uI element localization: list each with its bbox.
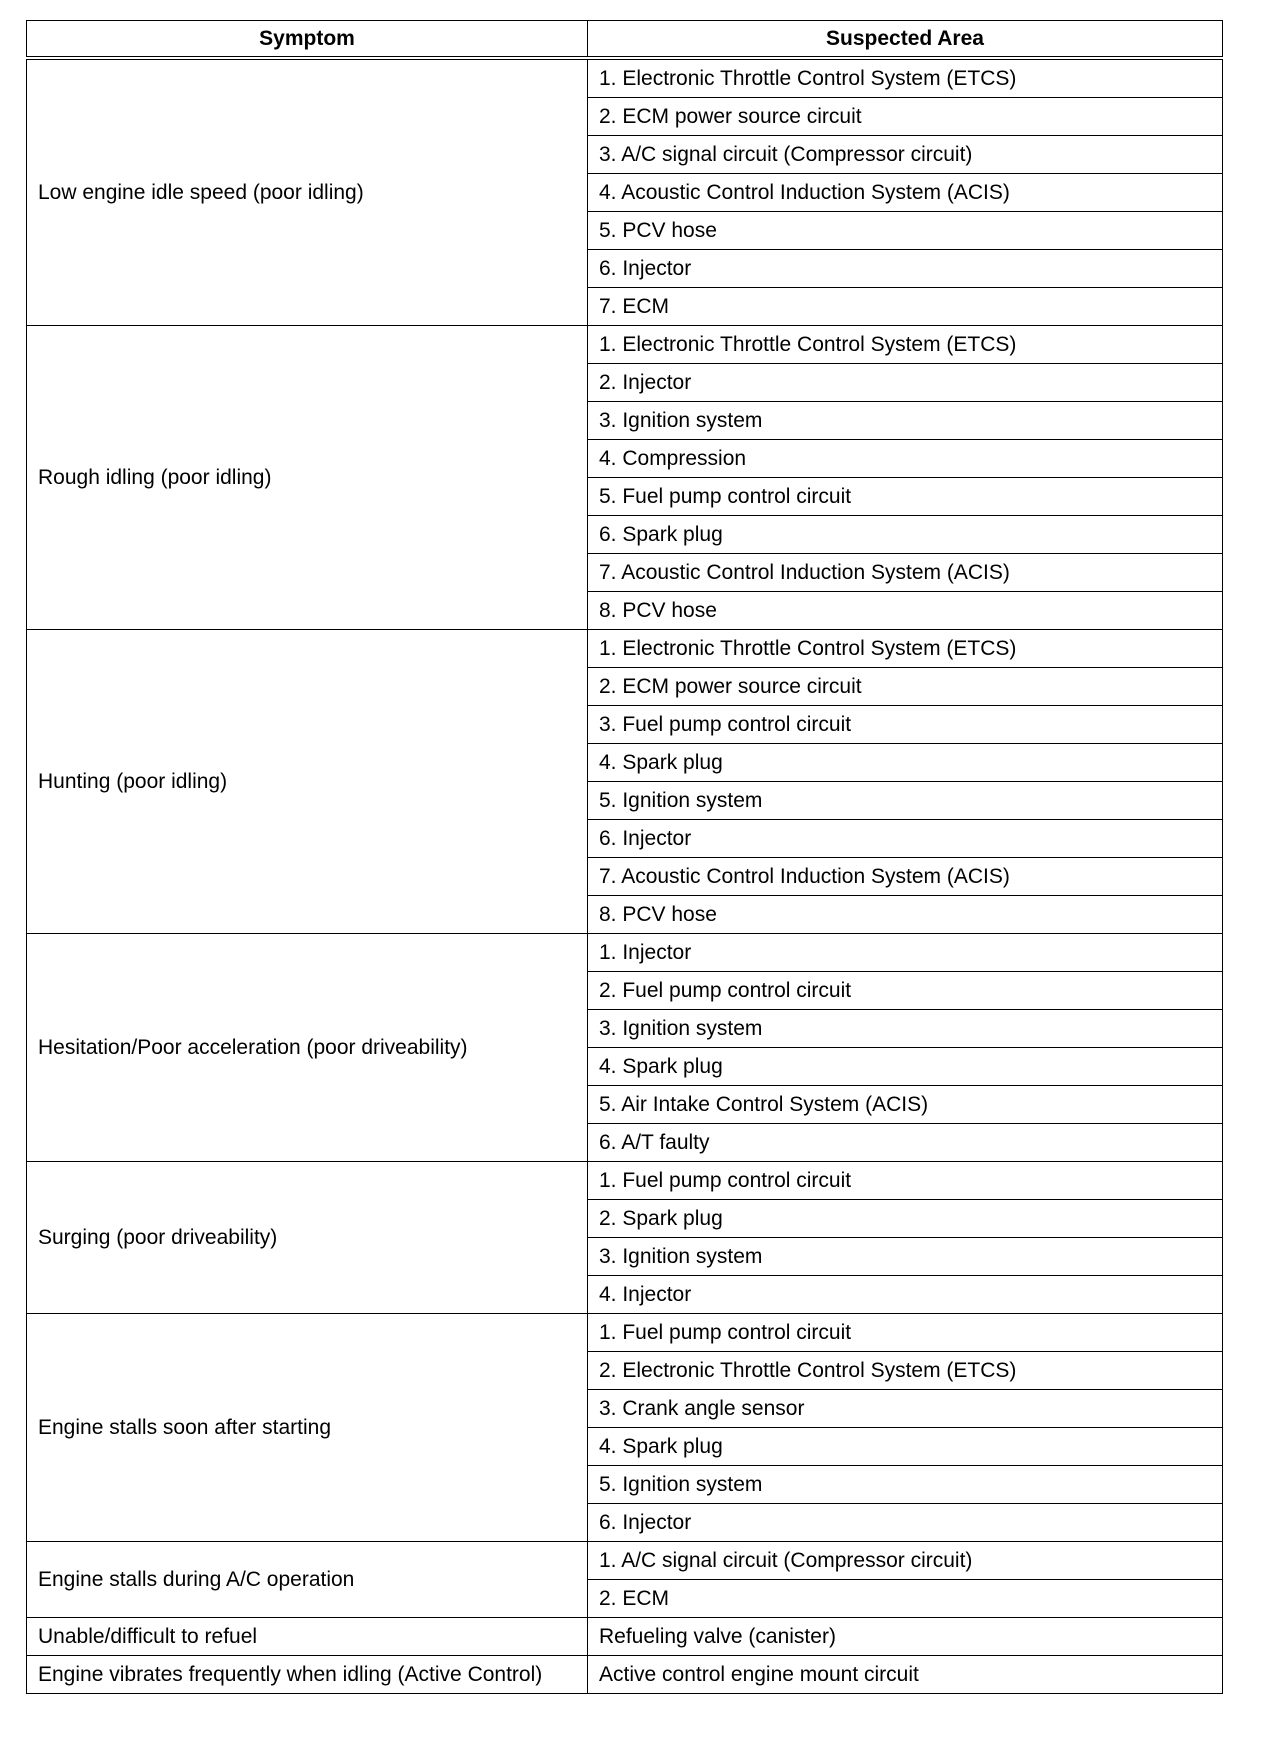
suspected-area-cell: 2. ECM — [588, 1580, 1223, 1618]
suspected-area-cell: 3. Ignition system — [588, 1238, 1223, 1276]
suspected-area-cell: 3. Fuel pump control circuit — [588, 706, 1223, 744]
suspected-area-cell: 4. Compression — [588, 440, 1223, 478]
suspected-area-cell: 2. ECM power source circuit — [588, 98, 1223, 136]
table-row — [27, 1656, 1223, 1694]
suspected-area-cell: 3. Crank angle sensor — [588, 1390, 1223, 1428]
suspected-area-cell: 4. Injector — [588, 1276, 1223, 1314]
suspected-area-cell: 6. Injector — [588, 1504, 1223, 1542]
symptom-cell: Unable/difficult to refuel — [27, 1618, 588, 1656]
suspected-area-cell: 1. Fuel pump control circuit — [588, 1314, 1223, 1352]
suspected-area-cell: 1. A/C signal circuit (Compressor circuit) — [588, 1542, 1223, 1580]
suspected-area-cell: 1. Electronic Throttle Control System (ETCS) — [588, 630, 1223, 668]
suspected-area-cell: 4. Spark plug — [588, 744, 1223, 782]
suspected-area-cell: 2. Spark plug — [588, 1200, 1223, 1238]
suspected-area-cell: 5. PCV hose — [588, 212, 1223, 250]
table-row — [27, 1542, 1223, 1580]
table-row — [27, 934, 1223, 972]
suspected-area-cell: 5. Fuel pump control circuit — [588, 478, 1223, 516]
table-row — [27, 1618, 1223, 1656]
symptom-table — [26, 20, 1223, 1694]
suspected-area-cell: 7. Acoustic Control Induction System (ACIS) — [588, 554, 1223, 592]
table-row — [27, 58, 1223, 98]
suspected-area-cell: 7. Acoustic Control Induction System (ACIS) — [588, 858, 1223, 896]
table-row — [27, 1314, 1223, 1352]
suspected-area-cell: 3. Ignition system — [588, 1010, 1223, 1048]
suspected-area-cell: 1. Electronic Throttle Control System (ETCS) — [588, 58, 1223, 98]
suspected-area-cell: 4. Spark plug — [588, 1048, 1223, 1086]
symptom-cell: Hesitation/Poor acceleration (poor driveability) — [27, 934, 588, 1162]
suspected-area-cell: 1. Injector — [588, 934, 1223, 972]
table-body — [27, 58, 1223, 1694]
table-row — [27, 326, 1223, 364]
suspected-area-cell: 2. Electronic Throttle Control System (ETCS) — [588, 1352, 1223, 1390]
suspected-area-cell: 5. Ignition system — [588, 1466, 1223, 1504]
symptom-cell: Engine vibrates frequently when idling (Active Control) — [27, 1656, 588, 1694]
table-row — [27, 630, 1223, 668]
symptom-cell: Rough idling (poor idling) — [27, 326, 588, 630]
suspected-area-cell: 7. ECM — [588, 288, 1223, 326]
suspected-area-cell: Refueling valve (canister) — [588, 1618, 1223, 1656]
suspected-area-cell: 4. Spark plug — [588, 1428, 1223, 1466]
suspected-area-cell: 5. Ignition system — [588, 782, 1223, 820]
suspected-area-cell: 3. A/C signal circuit (Compressor circuit) — [588, 136, 1223, 174]
symptom-cell: Engine stalls during A/C operation — [27, 1542, 588, 1618]
symptom-cell: Surging (poor driveability) — [27, 1162, 588, 1314]
suspected-area-cell: 2. Injector — [588, 364, 1223, 402]
table-row — [27, 1162, 1223, 1200]
symptom-column-header: Symptom — [27, 21, 588, 59]
suspected-area-cell: 6. Injector — [588, 250, 1223, 288]
suspected-area-column-header: Suspected Area — [588, 21, 1223, 59]
suspected-area-cell: 8. PCV hose — [588, 592, 1223, 630]
suspected-area-cell: 8. PCV hose — [588, 896, 1223, 934]
suspected-area-cell: 4. Acoustic Control Induction System (ACIS) — [588, 174, 1223, 212]
symptom-cell: Hunting (poor idling) — [27, 630, 588, 934]
suspected-area-cell: Active control engine mount circuit — [588, 1656, 1223, 1694]
symptom-cell: Low engine idle speed (poor idling) — [27, 58, 588, 326]
suspected-area-cell: 5. Air Intake Control System (ACIS) — [588, 1086, 1223, 1124]
suspected-area-cell: 1. Fuel pump control circuit — [588, 1162, 1223, 1200]
suspected-area-cell: 2. ECM power source circuit — [588, 668, 1223, 706]
header-row — [27, 21, 1223, 59]
suspected-area-cell: 3. Ignition system — [588, 402, 1223, 440]
suspected-area-cell: 1. Electronic Throttle Control System (ETCS) — [588, 326, 1223, 364]
suspected-area-cell: 6. A/T faulty — [588, 1124, 1223, 1162]
suspected-area-cell: 2. Fuel pump control circuit — [588, 972, 1223, 1010]
symptom-cell: Engine stalls soon after starting — [27, 1314, 588, 1542]
suspected-area-cell: 6. Spark plug — [588, 516, 1223, 554]
suspected-area-cell: 6. Injector — [588, 820, 1223, 858]
troubleshooting-sheet — [26, 20, 1222, 1694]
